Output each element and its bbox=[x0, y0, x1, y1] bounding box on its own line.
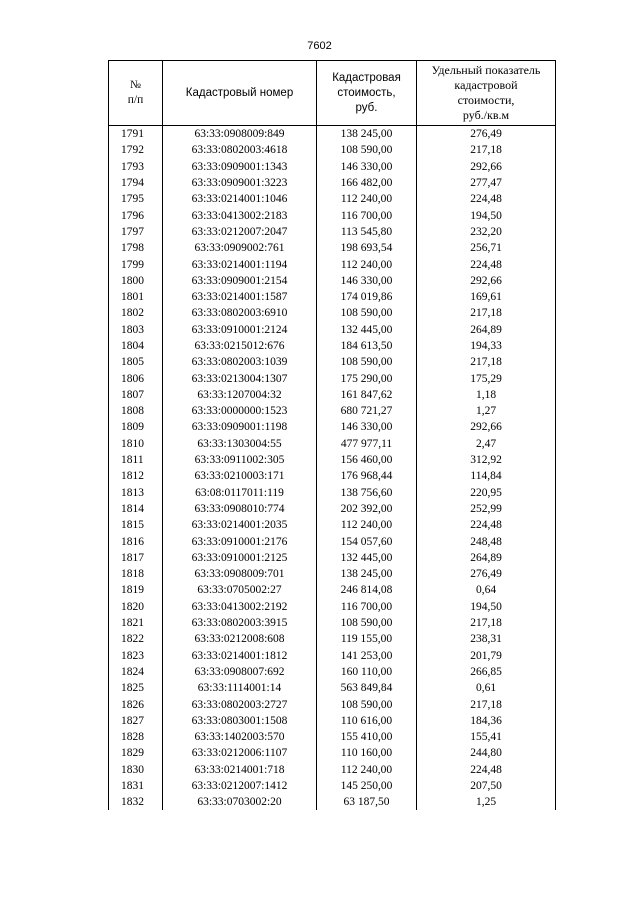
specific-value: 169,61 bbox=[417, 289, 556, 305]
specific-value: 0,64 bbox=[417, 582, 556, 598]
cadastral-value: 198 693,54 bbox=[317, 240, 417, 256]
row-number: 1823 bbox=[109, 648, 163, 664]
cadastral-value: 132 445,00 bbox=[317, 322, 417, 338]
table-header bbox=[109, 61, 556, 126]
specific-value: 292,66 bbox=[417, 159, 556, 175]
cadastral-number: 63:33:0705002:27 bbox=[163, 582, 317, 598]
table-row bbox=[109, 240, 556, 256]
row-number: 1801 bbox=[109, 289, 163, 305]
specific-value: 1,27 bbox=[417, 403, 556, 419]
row-number: 1796 bbox=[109, 207, 163, 223]
table-row bbox=[109, 403, 556, 419]
specific-value: 224,48 bbox=[417, 517, 556, 533]
table-row bbox=[109, 256, 556, 272]
cadastral-number: 63:33:0909001:3223 bbox=[163, 175, 317, 191]
specific-value: 312,92 bbox=[417, 452, 556, 468]
table-row bbox=[109, 550, 556, 566]
cadastral-number: 63:33:0909002:761 bbox=[163, 240, 317, 256]
cadastral-value: 160 110,00 bbox=[317, 664, 417, 680]
table-row bbox=[109, 322, 556, 338]
specific-value: 292,66 bbox=[417, 419, 556, 435]
table-row bbox=[109, 794, 556, 810]
cadastral-value: 132 445,00 bbox=[317, 550, 417, 566]
specific-value: 194,50 bbox=[417, 207, 556, 223]
cadastral-number: 63:33:0910001:2125 bbox=[163, 550, 317, 566]
cadastral-number: 63:33:0909001:1343 bbox=[163, 159, 317, 175]
table-row bbox=[109, 680, 556, 696]
cadastral-number: 63:33:0802003:2727 bbox=[163, 696, 317, 712]
header-specific-value: Удельный показатель кадастровой стоимости, руб./кв.м bbox=[417, 61, 556, 126]
row-number: 1832 bbox=[109, 794, 163, 810]
cadastral-value: 108 590,00 bbox=[317, 354, 417, 370]
cadastral-number: 63:33:0214001:1587 bbox=[163, 289, 317, 305]
row-number: 1815 bbox=[109, 517, 163, 533]
cadastral-number: 63:33:0802003:6910 bbox=[163, 305, 317, 321]
table-row bbox=[109, 745, 556, 761]
specific-value: 264,89 bbox=[417, 322, 556, 338]
row-number: 1800 bbox=[109, 273, 163, 289]
row-number: 1816 bbox=[109, 533, 163, 549]
table-row bbox=[109, 582, 556, 598]
table-row bbox=[109, 159, 556, 175]
row-number: 1798 bbox=[109, 240, 163, 256]
row-number: 1817 bbox=[109, 550, 163, 566]
table-row bbox=[109, 468, 556, 484]
table-row bbox=[109, 175, 556, 191]
cadastral-value: 108 590,00 bbox=[317, 142, 417, 158]
table-row bbox=[109, 207, 556, 223]
table-row bbox=[109, 289, 556, 305]
row-number: 1824 bbox=[109, 664, 163, 680]
cadastral-value: 477 977,11 bbox=[317, 436, 417, 452]
header-row bbox=[109, 61, 556, 126]
cadastral-number: 63:33:0212007:2047 bbox=[163, 224, 317, 240]
cadastral-value: 116 700,00 bbox=[317, 207, 417, 223]
row-number: 1820 bbox=[109, 599, 163, 615]
specific-value: 224,48 bbox=[417, 191, 556, 207]
table-row bbox=[109, 419, 556, 435]
cadastral-value: 174 019,86 bbox=[317, 289, 417, 305]
table-row bbox=[109, 648, 556, 664]
cadastral-number: 63:33:0909001:1198 bbox=[163, 419, 317, 435]
cadastral-value: 246 814,08 bbox=[317, 582, 417, 598]
row-number: 1792 bbox=[109, 142, 163, 158]
specific-value: 232,20 bbox=[417, 224, 556, 240]
row-number: 1794 bbox=[109, 175, 163, 191]
table-row bbox=[109, 778, 556, 794]
row-number: 1795 bbox=[109, 191, 163, 207]
table-row bbox=[109, 696, 556, 712]
row-number: 1799 bbox=[109, 256, 163, 272]
specific-value: 2,47 bbox=[417, 436, 556, 452]
cadastral-number: 63:33:0911002:305 bbox=[163, 452, 317, 468]
specific-value: 256,71 bbox=[417, 240, 556, 256]
row-number: 1821 bbox=[109, 615, 163, 631]
row-number: 1808 bbox=[109, 403, 163, 419]
cadastral-value: 112 240,00 bbox=[317, 762, 417, 778]
cadastral-number: 63:33:0413002:2192 bbox=[163, 599, 317, 615]
table-row bbox=[109, 436, 556, 452]
cadastral-value: 145 250,00 bbox=[317, 778, 417, 794]
cadastral-number: 63:33:0215012:676 bbox=[163, 338, 317, 354]
cadastral-number: 63:33:0908007:692 bbox=[163, 664, 317, 680]
cadastral-number: 63:33:1303004:55 bbox=[163, 436, 317, 452]
table-row bbox=[109, 354, 556, 370]
specific-value: 244,80 bbox=[417, 745, 556, 761]
specific-value: 276,49 bbox=[417, 126, 556, 143]
table-row bbox=[109, 142, 556, 158]
cadastral-value: 166 482,00 bbox=[317, 175, 417, 191]
row-number: 1804 bbox=[109, 338, 163, 354]
cadastral-number: 63:33:0212007:1412 bbox=[163, 778, 317, 794]
specific-value: 175,29 bbox=[417, 370, 556, 386]
specific-value: 1,18 bbox=[417, 387, 556, 403]
cadastral-number: 63:33:0214001:1046 bbox=[163, 191, 317, 207]
cadastral-number: 63:33:0210003:171 bbox=[163, 468, 317, 484]
table-row bbox=[109, 566, 556, 582]
cadastral-number: 63:33:0214001:718 bbox=[163, 762, 317, 778]
cadastral-number: 63:33:0000000:1523 bbox=[163, 403, 317, 419]
specific-value: 238,31 bbox=[417, 631, 556, 647]
page-number: 7602 bbox=[307, 40, 332, 52]
cadastral-value: 108 590,00 bbox=[317, 696, 417, 712]
table-row bbox=[109, 664, 556, 680]
cadastral-value: 146 330,00 bbox=[317, 159, 417, 175]
cadastral-value: 116 700,00 bbox=[317, 599, 417, 615]
table-row bbox=[109, 615, 556, 631]
specific-value: 252,99 bbox=[417, 501, 556, 517]
cadastral-number: 63:33:0213004:1307 bbox=[163, 370, 317, 386]
row-number: 1830 bbox=[109, 762, 163, 778]
row-number: 1811 bbox=[109, 452, 163, 468]
cadastral-number: 63:33:0910001:2176 bbox=[163, 533, 317, 549]
cadastral-number: 63:33:0703002:20 bbox=[163, 794, 317, 810]
specific-value: 114,84 bbox=[417, 468, 556, 484]
specific-value: 220,95 bbox=[417, 485, 556, 501]
cadastral-value: 146 330,00 bbox=[317, 273, 417, 289]
table-row bbox=[109, 729, 556, 745]
cadastral-number: 63:08:0117011:119 bbox=[163, 485, 317, 501]
specific-value: 277,47 bbox=[417, 175, 556, 191]
row-number: 1803 bbox=[109, 322, 163, 338]
specific-value: 217,18 bbox=[417, 142, 556, 158]
specific-value: 276,49 bbox=[417, 566, 556, 582]
cadastral-value: 141 253,00 bbox=[317, 648, 417, 664]
cadastral-number: 63:33:0212008:608 bbox=[163, 631, 317, 647]
table-row bbox=[109, 713, 556, 729]
row-number: 1812 bbox=[109, 468, 163, 484]
cadastral-value: 138 756,60 bbox=[317, 485, 417, 501]
cadastral-value: 108 590,00 bbox=[317, 305, 417, 321]
row-number: 1818 bbox=[109, 566, 163, 582]
row-number: 1809 bbox=[109, 419, 163, 435]
cadastral-number: 63:33:1114001:14 bbox=[163, 680, 317, 696]
table-row bbox=[109, 517, 556, 533]
cadastral-value: 563 849,84 bbox=[317, 680, 417, 696]
cadastral-value: 112 240,00 bbox=[317, 517, 417, 533]
table-row bbox=[109, 370, 556, 386]
table-body bbox=[109, 126, 556, 811]
row-number: 1805 bbox=[109, 354, 163, 370]
table-row bbox=[109, 305, 556, 321]
specific-value: 207,50 bbox=[417, 778, 556, 794]
row-number: 1831 bbox=[109, 778, 163, 794]
cadastral-number: 63:33:0803001:1508 bbox=[163, 713, 317, 729]
table-row bbox=[109, 631, 556, 647]
specific-value: 266,85 bbox=[417, 664, 556, 680]
cadastral-number: 63:33:0909001:2154 bbox=[163, 273, 317, 289]
specific-value: 194,50 bbox=[417, 599, 556, 615]
row-number: 1810 bbox=[109, 436, 163, 452]
row-number: 1813 bbox=[109, 485, 163, 501]
row-number: 1829 bbox=[109, 745, 163, 761]
specific-value: 217,18 bbox=[417, 305, 556, 321]
row-number: 1806 bbox=[109, 370, 163, 386]
cadastral-value: 175 290,00 bbox=[317, 370, 417, 386]
cadastral-number: 63:33:1402003:570 bbox=[163, 729, 317, 745]
header-number: № п/п bbox=[109, 61, 163, 126]
cadastral-value: 155 410,00 bbox=[317, 729, 417, 745]
cadastral-value: 112 240,00 bbox=[317, 191, 417, 207]
cadastral-number: 63:33:0908009:849 bbox=[163, 126, 317, 143]
specific-value: 217,18 bbox=[417, 615, 556, 631]
row-number: 1826 bbox=[109, 696, 163, 712]
cadastral-number: 63:33:0802003:1039 bbox=[163, 354, 317, 370]
cadastral-number: 63:33:1207004:32 bbox=[163, 387, 317, 403]
cadastral-value: 63 187,50 bbox=[317, 794, 417, 810]
cadastral-number: 63:33:0214001:1812 bbox=[163, 648, 317, 664]
specific-value: 292,66 bbox=[417, 273, 556, 289]
header-cadastral-number: Кадастровый номер bbox=[163, 61, 317, 126]
specific-value: 217,18 bbox=[417, 354, 556, 370]
table-row bbox=[109, 387, 556, 403]
table-row bbox=[109, 452, 556, 468]
cadastral-number: 63:33:0910001:2124 bbox=[163, 322, 317, 338]
specific-value: 194,33 bbox=[417, 338, 556, 354]
specific-value: 224,48 bbox=[417, 256, 556, 272]
specific-value: 0,61 bbox=[417, 680, 556, 696]
cadastral-value: 202 392,00 bbox=[317, 501, 417, 517]
cadastral-value: 119 155,00 bbox=[317, 631, 417, 647]
cadastral-value: 138 245,00 bbox=[317, 126, 417, 143]
specific-value: 217,18 bbox=[417, 696, 556, 712]
row-number: 1797 bbox=[109, 224, 163, 240]
cadastral-value: 110 160,00 bbox=[317, 745, 417, 761]
cadastral-value: 110 616,00 bbox=[317, 713, 417, 729]
cadastral-number: 63:33:0214001:2035 bbox=[163, 517, 317, 533]
cadastral-number: 63:33:0908010:774 bbox=[163, 501, 317, 517]
row-number: 1791 bbox=[109, 126, 163, 143]
cadastral-value: 680 721,27 bbox=[317, 403, 417, 419]
specific-value: 201,79 bbox=[417, 648, 556, 664]
table-row bbox=[109, 126, 556, 143]
table-row bbox=[109, 485, 556, 501]
cadastral-value: 108 590,00 bbox=[317, 615, 417, 631]
cadastral-table bbox=[108, 60, 556, 810]
cadastral-number: 63:33:0413002:2183 bbox=[163, 207, 317, 223]
table-row bbox=[109, 191, 556, 207]
cadastral-value: 154 057,60 bbox=[317, 533, 417, 549]
table-row bbox=[109, 273, 556, 289]
cadastral-value: 113 545,80 bbox=[317, 224, 417, 240]
row-number: 1819 bbox=[109, 582, 163, 598]
table-row bbox=[109, 224, 556, 240]
table-row bbox=[109, 338, 556, 354]
table-row bbox=[109, 533, 556, 549]
specific-value: 1,25 bbox=[417, 794, 556, 810]
table-row bbox=[109, 762, 556, 778]
cadastral-number: 63:33:0214001:1194 bbox=[163, 256, 317, 272]
cadastral-value: 176 968,44 bbox=[317, 468, 417, 484]
specific-value: 264,89 bbox=[417, 550, 556, 566]
cadastral-number: 63:33:0908009:701 bbox=[163, 566, 317, 582]
table-row bbox=[109, 501, 556, 517]
cadastral-number: 63:33:0212006:1107 bbox=[163, 745, 317, 761]
cadastral-value: 112 240,00 bbox=[317, 256, 417, 272]
row-number: 1827 bbox=[109, 713, 163, 729]
cadastral-number: 63:33:0802003:4618 bbox=[163, 142, 317, 158]
specific-value: 155,41 bbox=[417, 729, 556, 745]
row-number: 1828 bbox=[109, 729, 163, 745]
cadastral-value: 138 245,00 bbox=[317, 566, 417, 582]
cadastral-number: 63:33:0802003:3915 bbox=[163, 615, 317, 631]
table-row bbox=[109, 599, 556, 615]
row-number: 1807 bbox=[109, 387, 163, 403]
cadastral-value: 161 847,62 bbox=[317, 387, 417, 403]
specific-value: 224,48 bbox=[417, 762, 556, 778]
header-cadastral-value: Кадастровая стоимость, руб. bbox=[317, 61, 417, 126]
row-number: 1825 bbox=[109, 680, 163, 696]
cadastral-value: 184 613,50 bbox=[317, 338, 417, 354]
specific-value: 248,48 bbox=[417, 533, 556, 549]
cadastral-value: 146 330,00 bbox=[317, 419, 417, 435]
specific-value: 184,36 bbox=[417, 713, 556, 729]
row-number: 1802 bbox=[109, 305, 163, 321]
row-number: 1822 bbox=[109, 631, 163, 647]
row-number: 1814 bbox=[109, 501, 163, 517]
row-number: 1793 bbox=[109, 159, 163, 175]
cadastral-value: 156 460,00 bbox=[317, 452, 417, 468]
